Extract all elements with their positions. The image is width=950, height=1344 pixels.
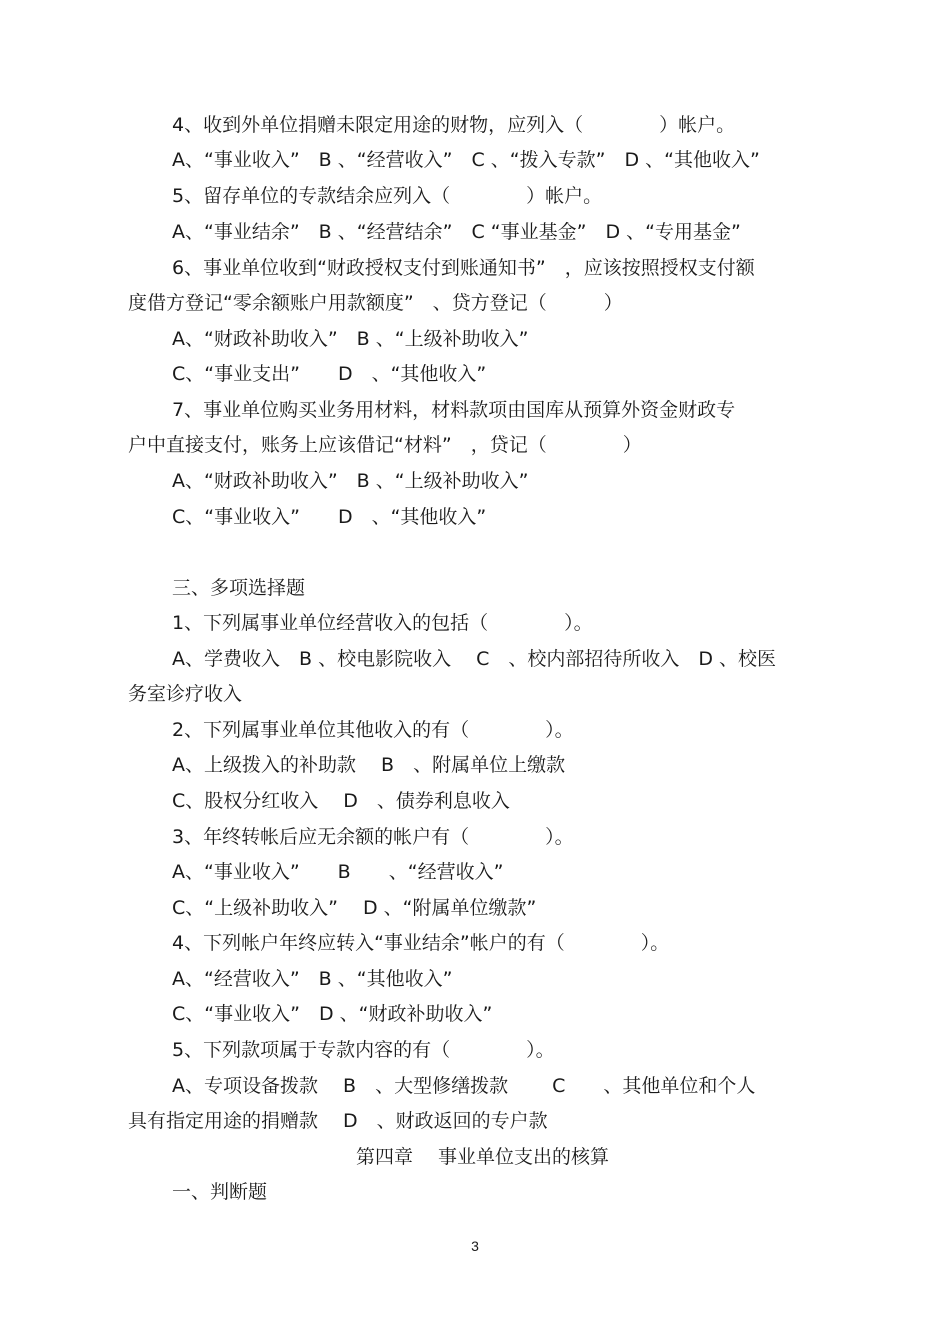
- mc-question-4-stem: 4、下列帐户年终应转入“事业结余”帐户的有（ ）。: [172, 932, 670, 954]
- mc-question-2-options-ab: A、上级拨入的补助款 B 、附属单位上缴款: [172, 754, 566, 776]
- mc-question-5-options-line1: A、专项设备拨款 B 、大型修缮拨款 C 、其他单位和个人: [172, 1075, 756, 1097]
- question-5-options: A、“事业结余” B 、“经营结余” C “事业基金” D 、“专用基金”: [172, 221, 741, 243]
- mc-question-2-options-cd: C、股权分红收入 D 、债券利息收入: [172, 790, 510, 812]
- mc-question-5-options-line2: 具有指定用途的捐赠款 D 、财政返回的专户款: [128, 1110, 548, 1132]
- question-4-stem: 4、收到外单位捐赠未限定用途的财物，应列入（ ）帐户。: [172, 114, 736, 136]
- question-5-stem: 5、留存单位的专款结余应列入（ ）帐户。: [172, 185, 603, 207]
- question-6-options-ab: A、“财政补助收入” B 、“上级补助收入”: [172, 328, 529, 350]
- mc-question-5-stem: 5、下列款项属于专款内容的有（ ）。: [172, 1039, 555, 1061]
- question-7-stem-line2: 户中直接支付，账务上应该借记“材料” ，贷记（ ）: [128, 434, 642, 456]
- question-7-stem-line1: 7、事业单位购买业务用材料，材料款项由国库从预算外资金财政专: [172, 399, 736, 421]
- page-number: 3: [471, 1238, 479, 1254]
- mc-question-4-options-ab: A、“经营收入” B 、“其他收入”: [172, 968, 453, 990]
- mc-question-1-stem: 1、下列属事业单位经营收入的包括（ ）。: [172, 612, 593, 634]
- mc-question-3-stem: 3、年终转帐后应无余额的帐户有（ ）。: [172, 826, 574, 848]
- section-heading-multiple-choice: 三、多项选择题: [172, 577, 306, 599]
- question-6-options-cd: C、“事业支出” D 、“其他收入”: [172, 363, 487, 385]
- mc-question-1-options-line2: 务室诊疗收入: [128, 683, 243, 705]
- question-6-stem-line2: 度借方登记“零余额账户用款额度” 、贷方登记（ ）: [128, 292, 623, 314]
- question-7-options-ab: A、“财政补助收入” B 、“上级补助收入”: [172, 470, 529, 492]
- question-7-options-cd: C、“事业收入” D 、“其他收入”: [172, 506, 487, 528]
- question-6-stem-line1: 6、事业单位收到“财政授权支付到账通知书” ，应该按照授权支付额: [172, 257, 755, 279]
- mc-question-2-stem: 2、下列属事业单位其他收入的有（ ）。: [172, 719, 574, 741]
- section-heading-true-false: 一、判断题: [172, 1181, 268, 1203]
- chapter-heading: 第四章 事业单位支出的核算: [356, 1146, 610, 1168]
- mc-question-1-options-line1: A、学费收入 B 、校电影院收入 C 、校内部招待所收入 D 、校医: [172, 648, 777, 670]
- mc-question-4-options-cd: C、“事业收入” D 、“财政补助收入”: [172, 1003, 493, 1025]
- mc-question-3-options-cd: C、“上级补助收入” D 、“附属单位缴款”: [172, 897, 537, 919]
- question-4-options: A、“事业收入” B 、“经营收入” C 、“拨入专款” D 、“其他收入”: [172, 149, 760, 171]
- mc-question-3-options-ab: A、“事业收入” B 、“经营收入”: [172, 861, 504, 883]
